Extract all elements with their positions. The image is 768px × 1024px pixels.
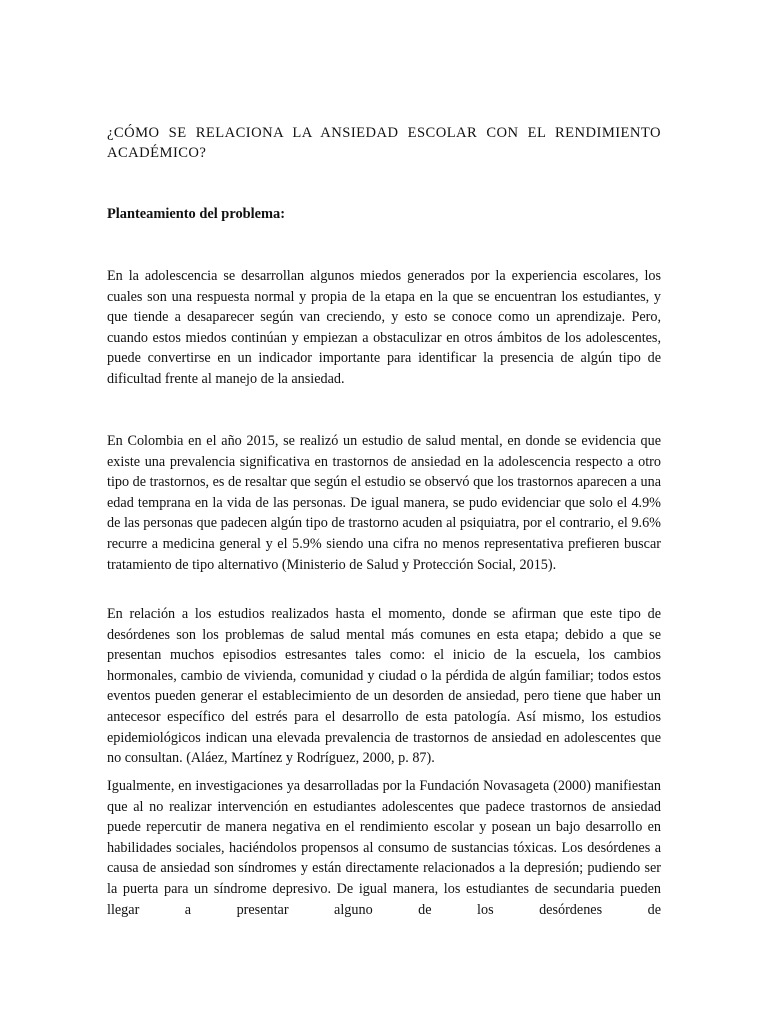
paragraph-intro: En la adolescencia se desarrollan algunos miedos generados por la experiencia escolares, los cuales son una respuesta normal y propia de la etapa en la que se encuentran los estudiantes, y que tiende a desaparecer según van creciendo, y esto se conoce como un aprendizaje. Pero, cuando estos miedos continúan y empiezan a obstaculizar en otros ámbitos de los adolescentes, puede convertirse en un indicador importante para identificar la presencia de algún tipo de dificultad frente al manejo de la ansiedad. xyxy=(107,268,661,387)
paragraph-related-studies: En relación a los estudios realizados hasta el momento, donde se afirman que este tipo de desórdenes son los problemas de salud mental más comunes en esta etapa; debido a que se presentan muchos episodios estresantes tales como: el inicio de la escuela, los cambios hormonales, cambio de vivienda, comunidad y ciudad o la pérdida de algún familiar; todos estos eventos pueden generar el establecimiento de un desorden de ansiedad, pero tiene que haber un antecesor específico del estrés para el desarrollo de esta patología. Así mismo, los estudios epidemiológicos indican una elevada prevalencia de trastornos de ansiedad en adolescentes que no consultan. (Aláez, Martínez y Rodríguez, 2000, p. 87). xyxy=(107,606,661,767)
document-title: ¿CÓMO SE RELACIONA LA ANSIEDAD ESCOLAR CON EL RENDIMIENTO ACADÉMICO? xyxy=(107,125,661,161)
section-heading: Planteamiento del problema: xyxy=(107,206,285,222)
paragraph-colombia-study: En Colombia en el año 2015, se realizó un estudio de salud mental, en donde se evidencia que existe una prevalencia significativa en trastornos de ansiedad en la adolescencia respecto a otro tipo de trastornos, es de resaltar que según el estudio se observó que los trastornos aparecen a una edad temprana en la vida de las personas. De igual manera, se pudo evidenciar que solo el 4.9% de las personas que padecen algún tipo de trastorno acuden al psiquiatra, por el contrario, el 9.6% recurre a medicina general y el 5.9% siendo una cifra no menos representativa prefieren buscar tratamiento de tipo alternativo (Ministerio de Salud y Protección Social, 2015). xyxy=(107,433,661,573)
paragraph-novasageta: Igualmente, en investigaciones ya desarrolladas por la Fundación Novasageta (2000) manifiestan que al no realizar intervención en estudiantes adolescentes que padece trastornos de ansiedad puede repercutir de manera negativa en el rendimiento escolar y posean un bajo desarrollo en habilidades sociales, haciéndolos propensos al consumo de sustancias tóxicas. Los desórdenes a causa de ansiedad son síndromes y están directamente relacionados a la depresión; pudiendo ser la puerta para un síndrome depresivo. De igual manera, los estudiantes de secundaria pueden llegar a presentar alguno de los desórdenes de xyxy=(107,778,661,918)
